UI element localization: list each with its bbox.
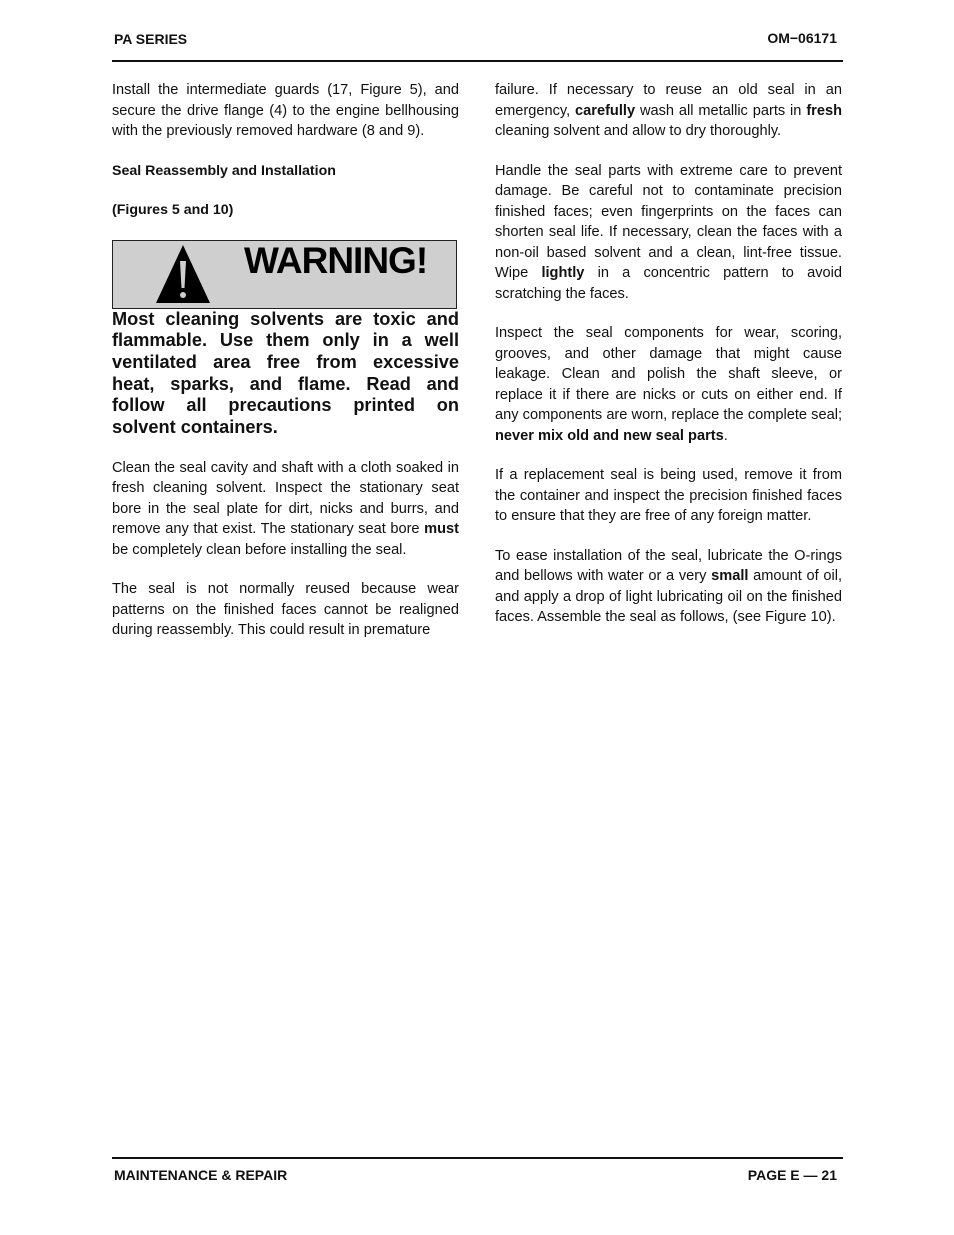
section-name: MAINTENANCE & REPAIR: [114, 1167, 288, 1183]
right-column: [495, 80, 842, 628]
page-number: PAGE E — 21: [747, 1167, 837, 1183]
paragraph-handle-seal-parts: Handle the seal parts with extreme care to prevent damage. Be careful not to contaminate precision finished faces; even fingerprints on the faces can shorten seal life. If necessary, clean the faces with a non-oil based solvent and a clean, lint-free tissue. Wipe lightly in a concentric pattern to avoid scratching the faces.: [495, 162, 842, 302]
left-column: [112, 80, 459, 641]
document-number: OM−06171: [767, 30, 837, 46]
page-footer: [112, 1157, 843, 1183]
paragraph-ease-installation: To ease installation of the seal, lubricate the O-rings and bellows with water or a very small amount of oil, and apply a drop of light lubricating oil on the finished faces. Assemble the seal as follows, (see Figure 10).: [495, 547, 843, 625]
section-figure-reference: (Figures 5 and 10): [112, 202, 234, 218]
series-title: PA SERIES: [114, 31, 188, 47]
warning-title: WARNING!: [244, 239, 428, 281]
paragraph-clean-seal-cavity: Clean the seal cavity and shaft with a cloth soaked in fresh cleaning solvent. Inspect the stationary seat bore in the seal plate for dirt, nicks and burrs, and remove any that exist. The stationary seat bore must be completely clean before installing the seal.: [112, 459, 459, 558]
paragraph-inspect-components: Inspect the seal components for wear, scoring, grooves, and other damage that might cause leakage. Clean and polish the shaft sleeve, or replace it if there are nicks or cuts on either end. If any components are worn, replace the complete seal; never mix old and new seal parts.: [495, 325, 842, 444]
warning-banner: [112, 240, 457, 309]
paragraph-guards: Install the intermediate guards (17, Figure 5), and secure the drive flange (4) to the engine bellhousing with the previously removed hardware (8 and 9).: [112, 82, 459, 139]
paragraph-seal-reuse: The seal is not normally reused because wear patterns on the finished faces cannot be realigned during reassembly. This could result in premature: [112, 581, 459, 639]
page-header: [112, 26, 843, 62]
warning-text: Most cleaning solvents are toxic and flammable. Use them only in a well ventilated area free from excessive heat, sparks, and flame. Read and follow all precautions printed on solvent containers.: [112, 308, 459, 438]
paragraph-reuse-old-seal: failure. If necessary to reuse an old seal in an emergency, carefully wash all metallic parts in fresh cleaning solvent and allow to dry thoroughly.: [495, 82, 842, 139]
section-heading: Seal Reassembly and Installation: [112, 162, 336, 179]
paragraph-replacement-seal: If a replacement seal is being used, remove it from the container and inspect the precision finished faces to ensure that they are free of any foreign matter.: [495, 467, 842, 524]
warning-triangle-icon: [155, 244, 211, 304]
